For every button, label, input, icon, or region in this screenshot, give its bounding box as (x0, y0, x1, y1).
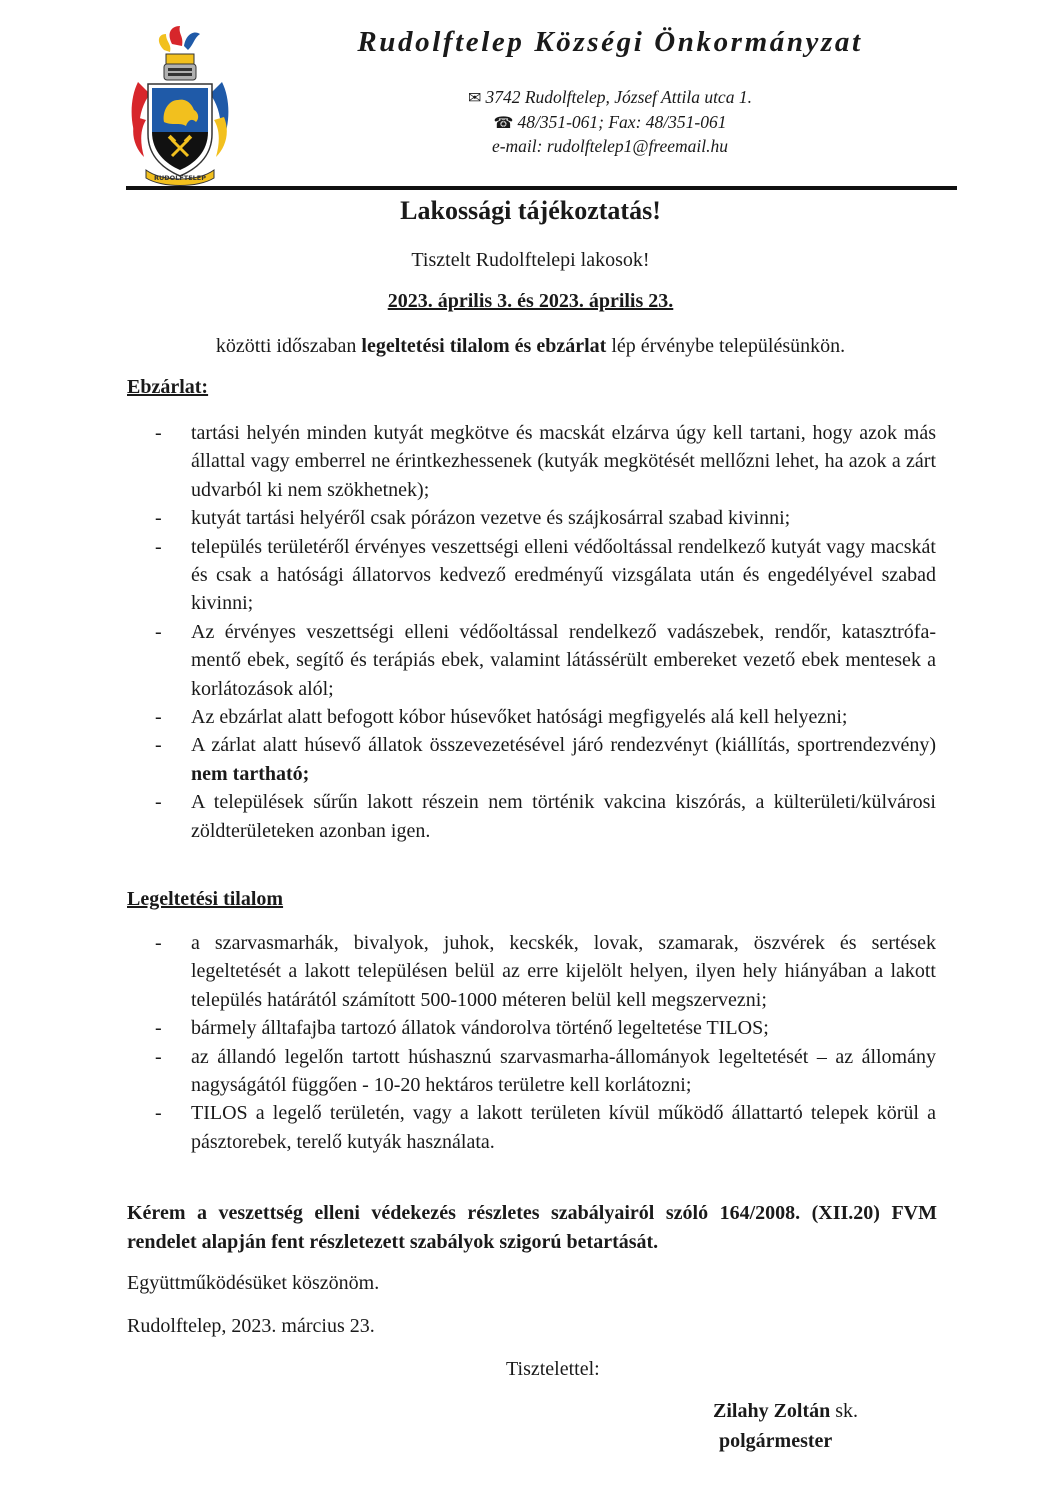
list-item (155, 504, 936, 532)
list-item-bold-text: nem tartható; (191, 762, 310, 785)
header-divider (126, 186, 957, 190)
list-dash: - (155, 422, 162, 444)
list-item-text: TILOS a legelő területén, vagy a lakott területen kívül működő állattartó telepek körül a pásztorebek, terelő kutyák használata. (191, 1102, 936, 1153)
intro-text-pre: közötti időszaban (215, 335, 362, 357)
signer-title: polgármester (719, 1430, 833, 1452)
list-dash: - (155, 1017, 162, 1040)
list-dash: - (155, 706, 162, 729)
list-item-text: A települések sűrűn lakott részein nem történik vakcina kiszórás, a külterületi/külvárosi zöldterületeken azonban igen. (191, 791, 936, 842)
notice-title: Lakossági tájékoztatás! (400, 196, 661, 225)
list-dash: - (155, 791, 162, 814)
address-text: 3742 Rudolftelep, József Attila utca 1. (485, 87, 752, 107)
signer-name (713, 1400, 858, 1423)
ebzarlat-list (155, 419, 936, 845)
legeltetes-list (155, 929, 936, 1156)
phone-line (340, 111, 880, 136)
list-dash: - (155, 734, 162, 757)
list-item-text: az állandó legelőn tartott húshasznú szarvasmarha-állományok legeltetését – az állomány nagyságától függően - 10-20 hektáros területre kell korlátozni; (191, 1045, 936, 1097)
place-date-line: Rudolftelep, 2023. március 23. (127, 1315, 375, 1337)
section-heading-legeltetes: Legeltetési tilalom (127, 888, 284, 910)
email-line[interactable]: e-mail: rudolftelep1@freemail.hu (491, 136, 729, 156)
signature-greeting: Tisztelettel: (506, 1358, 600, 1380)
list-dash: - (155, 1045, 162, 1068)
regulation-paragraph: Kérem a veszettség elleni védekezés részletes szabályairól szóló 164/2008. (XII.20) FVM rendelet alapján fent részletezett szabályok szigorú betartását. (127, 1202, 937, 1253)
list-item-text: kutyát tartási helyéről csak pórázon vezetve és szájkosárral szabad kivinni; (191, 507, 791, 530)
list-item (155, 533, 936, 618)
telephone-icon: ☎ (493, 114, 514, 132)
list-item (155, 1014, 936, 1042)
list-dash: - (155, 507, 162, 530)
list-item (155, 618, 936, 703)
intro-text-post: lép érvénybe településünkön. (606, 335, 846, 357)
organization-name: Rudolftelep Községi Önkormányzat (357, 26, 863, 58)
list-item-text: a szarvasmarhák, bivalyok, juhok, kecskék, lovak, szamarak, öszvérek és sertések legeltetését a lakott településen belül az erre kijelölt helyen, ilyen hely hiányában a lakott település határától számított 500-1000 méteren belül kell megszervezni; (191, 932, 936, 1011)
list-item (155, 1099, 936, 1156)
list-dash: - (155, 1102, 162, 1125)
list-item-text: település területéről érvényes veszettségi elleni védőoltással rendelkező kutyát vagy macskát és csak a hatósági állatorvos kedvező eredményű vizsgálata után és engedélyével szabad kivinni; (191, 535, 936, 615)
list-dash: - (155, 535, 162, 558)
intro-text-bold: legeltetési tilalom és ebzárlat (361, 335, 607, 357)
list-item-text: bármely álltafajba tartozó állatok vándorolva történő legeltetése TILOS; (191, 1017, 769, 1040)
address-line (340, 86, 880, 111)
envelope-icon: ✉ (468, 90, 482, 107)
list-item (155, 1043, 936, 1100)
list-item-text: Az ebzárlat alatt befogott kóbor húsevőket hatósági megfigyelés alá kell helyezni; (191, 706, 848, 729)
list-item (155, 419, 936, 504)
effective-dates: 2023. április 3. és 2023. április 23. (387, 290, 674, 312)
thanks-line: Együttműködésüket köszönöm. (127, 1272, 380, 1294)
list-item-text: Az érvényes veszettségi elleni védőoltással rendelkező vadászebek, rendőr, katasztrófa-mentő ebek, segítő és terápiás ebek, valamint látássérült embereket vezető ebek mentesek a korlátozások alól; (191, 620, 936, 700)
municipal-crest-icon (128, 22, 232, 186)
signer-suffix: sk. (830, 1400, 859, 1422)
list-item-text: tartási helyén minden kutyát megkötve és macskát elzárva úgy kell tartani, hogy azok más állattal vagy emberrel ne érintkezhessenek (kutyák megkötését mellőzni lehet, ha azok a zárt udvarból ki nem szökhetnek); (191, 422, 936, 501)
list-item (155, 788, 936, 845)
phone-fax-text: 48/351-061; Fax: 48/351-061 (517, 111, 727, 132)
list-dash: - (155, 932, 162, 954)
salutation: Tisztelt Rudolftelepi lakosok! (411, 249, 650, 271)
list-dash: - (155, 620, 162, 643)
contact-block (340, 86, 880, 158)
section-heading-ebzarlat: Ebzárlat: (127, 376, 209, 398)
list-item (155, 731, 936, 788)
signer-name-bold: Zilahy Zoltán (713, 1400, 831, 1422)
list-item (155, 703, 936, 731)
list-item-text: A zárlat alatt húsevő állatok összevezetésével járó rendezvényt (kiállítás, sportrendezvény) (191, 734, 936, 757)
crest-ribbon-text: RUDOLFTELEP (153, 174, 207, 182)
list-item (155, 929, 936, 1014)
intro-line (0, 335, 1061, 358)
